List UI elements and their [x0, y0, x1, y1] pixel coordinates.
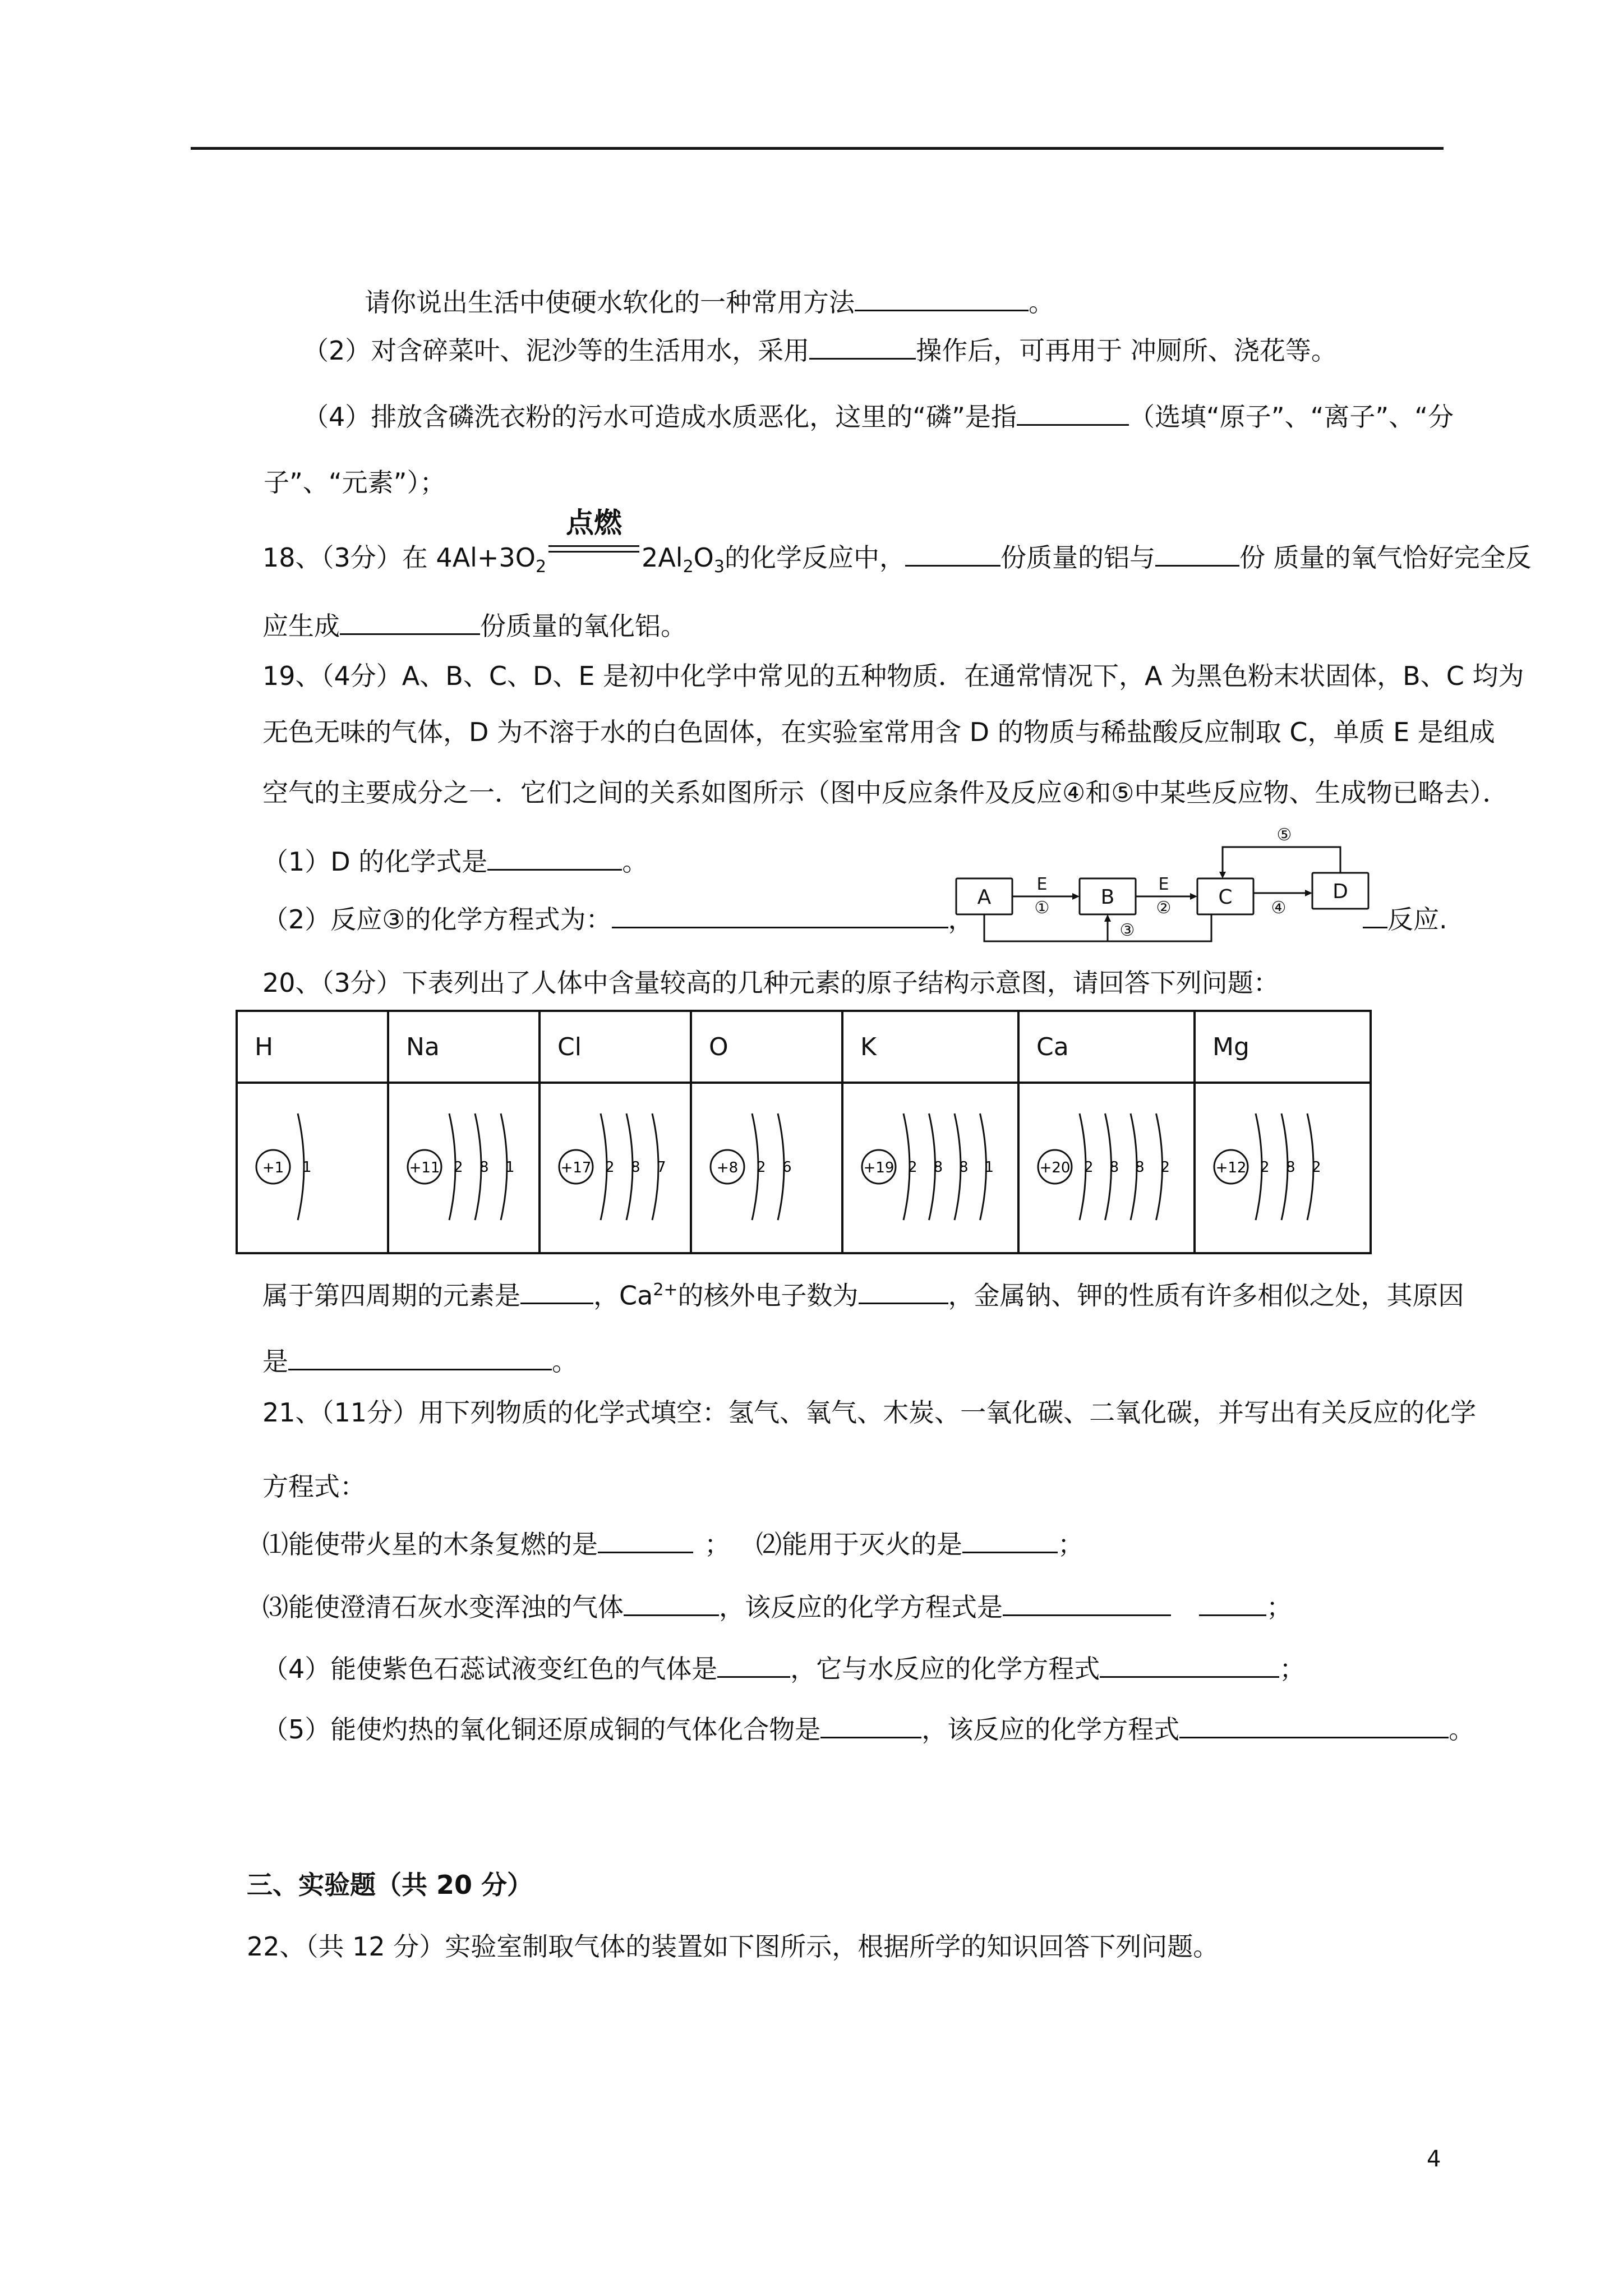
answer-blank[interactable]: [1155, 540, 1239, 567]
answer-blank[interactable]: [340, 609, 480, 635]
arrow-label-5: ⑤: [1276, 825, 1292, 845]
arrow-label-3: ③: [1119, 921, 1135, 940]
q20-question: 属于第四周期的元素是 ，$Ca^{2+}$的核外电子数为 ，金属钠、钾的性质有许多相似之处，其原因: [262, 1273, 1464, 1312]
q17-part2-line: （2）对含碎菜叶、泥沙等的生活用水，采用 操作后，可再用于 冲厕所、浇花等。: [303, 333, 1337, 367]
q17-part4-cont: 子”、“元素”）；: [264, 467, 446, 498]
answer-blank[interactable]: [859, 1278, 948, 1304]
nucleus-charge: +8: [716, 1159, 739, 1176]
nucleus-charge: +1: [262, 1159, 284, 1176]
element-symbol: Cl: [540, 1011, 691, 1083]
answer-blank[interactable]: [1017, 399, 1129, 426]
arrow-label-e2: E: [1158, 875, 1169, 894]
electron-count: 6: [782, 1159, 792, 1176]
box-b-label: B: [1100, 886, 1115, 909]
box-d-label: D: [1332, 880, 1348, 903]
page-number: 4: [1427, 2146, 1441, 2172]
q21-sub5: （5）能使灼热的氧化铜还原成铜的气体化合物是 ，该反应的化学方程式 。: [262, 1712, 1474, 1746]
table-diagram-row: [237, 1083, 1371, 1253]
answer-blank[interactable]: [1003, 1590, 1171, 1616]
electron-count: 1: [984, 1159, 994, 1176]
electron-count: 2: [1160, 1159, 1170, 1176]
arrow-label-e1: E: [1036, 875, 1048, 894]
element-symbol: Ca: [1018, 1011, 1195, 1083]
element-symbol: O: [691, 1011, 842, 1083]
electron-count: 2: [908, 1159, 917, 1176]
q21-line1: 21、（11分）用下列物质的化学式填空：氢气、氧气、木炭、一氧化碳、二氧化碳，并写出有关反应的化学: [262, 1397, 1477, 1428]
nucleus-charge: +17: [560, 1159, 592, 1176]
q19-sub2-end: 反应.: [1363, 902, 1447, 936]
q20-question-cont: 是 。: [262, 1344, 578, 1378]
atom-diagram-cell: [388, 1083, 540, 1253]
electron-count: 2: [454, 1159, 463, 1176]
q17-part4-line: （4）排放含磷洗衣粉的污水可造成水质恶化，这里的“磷”是指 （选填“原子”、“离子”、“分: [303, 399, 1454, 434]
answer-blank[interactable]: [809, 333, 916, 360]
element-symbol: Mg: [1195, 1011, 1371, 1083]
electron-count: 2: [1084, 1159, 1094, 1176]
electron-count: 1: [302, 1159, 312, 1176]
q19-sub1: （1）D 的化学式是 。: [262, 844, 648, 878]
answer-blank[interactable]: [1100, 1651, 1279, 1678]
element-symbol: H: [237, 1011, 388, 1083]
answer-blank[interactable]: [598, 1527, 693, 1553]
answer-blank[interactable]: [855, 285, 1029, 311]
q19-line1: 19、（4分）A、B、C、D、E 是初中化学中常见的五种物质．在通常情况下，A 为黑色粉末状固体，B、C 均为: [262, 661, 1524, 691]
atom-diagram-cell: [540, 1083, 691, 1253]
q18-line: 18、（3分）在 $4Al+3O_2$ 点燃 $2Al_2O_3$的化学反应中， 份质量的铝与 份 质量的氧气恰好完全反: [262, 507, 1532, 577]
nucleus-charge: +11: [409, 1159, 440, 1176]
answer-blank[interactable]: [905, 540, 1000, 567]
element-symbol: K: [842, 1011, 1018, 1083]
arrow-label-4: ④: [1271, 898, 1287, 918]
answer-blank[interactable]: [624, 1590, 719, 1616]
electron-count: 2: [757, 1159, 766, 1176]
q20-intro: 20、（3分）下表列出了人体中含量较高的几种元素的原子结构示意图，请回答下列问题：: [262, 968, 1279, 998]
electron-count: 8: [1109, 1159, 1119, 1176]
top-rule: [191, 147, 1444, 150]
q21-sub3: ⑶能使澄清石灰水变浑浊的气体 ，该反应的化学方程式是 ；: [262, 1590, 1292, 1624]
electron-count: 8: [959, 1159, 969, 1176]
q21-line2: 方程式：: [262, 1471, 366, 1502]
q21-sub4: （4）能使紫色石蕊试液变红色的气体是 ，它与水反应的化学方程式 ；: [262, 1651, 1305, 1686]
atom-diagram-cell: [1018, 1083, 1195, 1253]
answer-blank[interactable]: [820, 1712, 921, 1738]
reaction-condition: 点燃: [546, 533, 642, 567]
q22-line: 22、（共 12 分）实验室制取气体的装置如下图所示，根据所学的知识回答下列问题。: [247, 1931, 1219, 1962]
q19-line2: 无色无味的气体，D 为不溶于水的白色固体，在实验室常用含 D 的物质与稀盐酸反应制取 C，单质 E 是组成: [262, 717, 1495, 747]
arrow-label-2: ②: [1156, 898, 1172, 918]
electron-count: 8: [631, 1159, 640, 1176]
nucleus-charge: +12: [1215, 1159, 1247, 1176]
q18-line2: 应生成 份质量的氧化铝。: [262, 609, 686, 643]
electron-count: 8: [1135, 1159, 1145, 1176]
answer-blank[interactable]: [520, 1278, 593, 1304]
q17-soften-line: 请你说出生活中使硬水软化的一种常用方法 。: [365, 285, 1054, 319]
atom-structure-table: [236, 1010, 1372, 1254]
atom-diagram-cell: [237, 1083, 388, 1253]
answer-blank[interactable]: [612, 902, 948, 928]
nucleus-charge: +19: [863, 1159, 895, 1176]
q19-line3: 空气的主要成分之一．它们之间的关系如图所示（图中反应条件及反应④和⑤中某些反应物、生成物已略去）．: [262, 777, 1509, 808]
electron-count: 2: [1260, 1159, 1270, 1176]
box-a-label: A: [977, 886, 992, 909]
atom-diagram-cell: [691, 1083, 842, 1253]
electron-count: 8: [479, 1159, 489, 1176]
electron-count: 1: [505, 1159, 515, 1176]
table-header-row: [237, 1011, 1371, 1083]
electron-count: 8: [933, 1159, 943, 1176]
electron-count: 8: [1286, 1159, 1295, 1176]
relation-diagram: [948, 823, 1374, 958]
box-c-label: C: [1218, 886, 1233, 909]
nucleus-charge: +20: [1039, 1159, 1071, 1176]
answer-blank[interactable]: [1179, 1712, 1449, 1738]
section-3-title: 三、实验题（共 20 分）: [247, 1870, 533, 1900]
answer-blank[interactable]: [1199, 1590, 1266, 1616]
atom-diagram-cell: [1195, 1083, 1371, 1253]
answer-blank[interactable]: [717, 1651, 790, 1678]
answer-blank[interactable]: [962, 1527, 1058, 1553]
atom-diagram-cell: [842, 1083, 1018, 1253]
q19-sub2: （2）反应③的化学方程式为： ，: [262, 902, 974, 936]
answer-blank[interactable]: [487, 844, 622, 871]
q21-sub1-2: ⑴能使带火星的木条复燃的是 ； ⑵能用于灭火的是 ；: [262, 1527, 1083, 1561]
answer-blank[interactable]: [288, 1344, 552, 1370]
electron-count: 7: [657, 1159, 666, 1176]
arrow-label-1: ①: [1034, 898, 1050, 918]
electron-count: 2: [605, 1159, 615, 1176]
electron-count: 2: [1312, 1159, 1321, 1176]
element-symbol: Na: [388, 1011, 540, 1083]
